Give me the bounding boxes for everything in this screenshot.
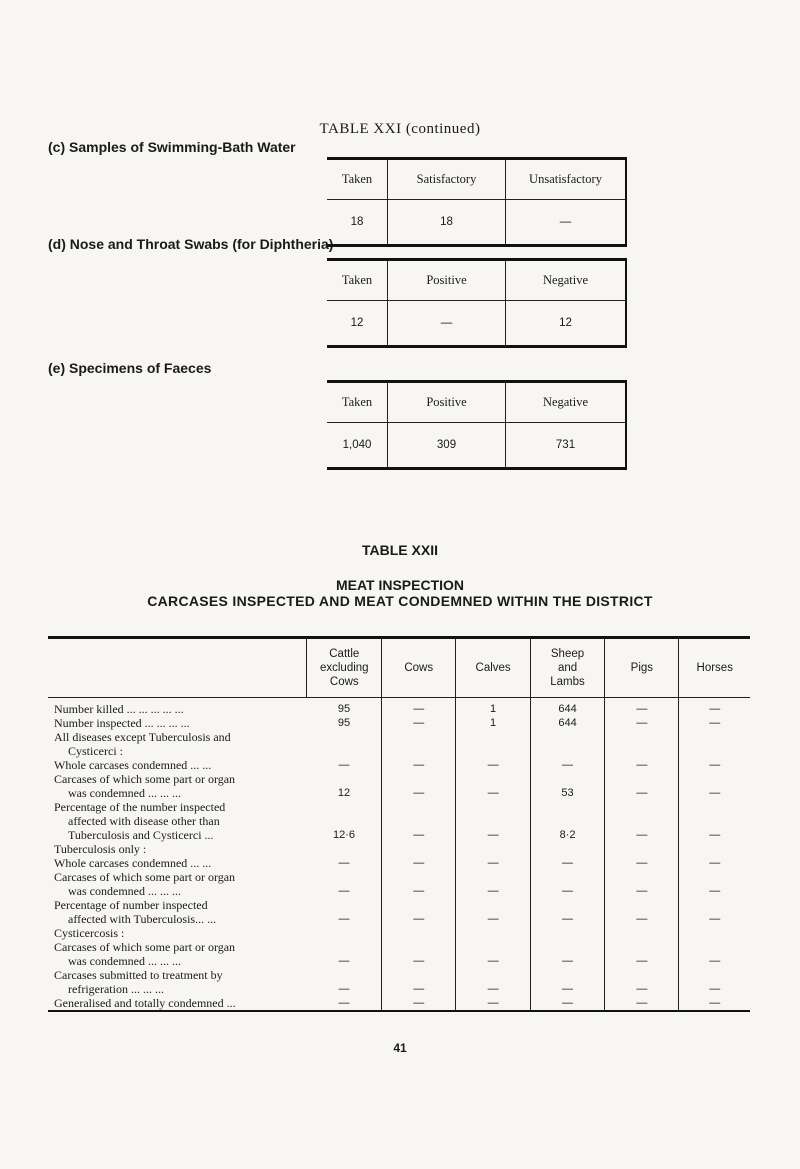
row-label <box>48 898 307 926</box>
cell-value: — <box>530 996 604 1011</box>
cell-value: — <box>456 772 530 800</box>
col-header: Positive <box>388 382 506 423</box>
table-row <box>48 698 750 717</box>
col-header: Taken <box>327 260 388 301</box>
cell-value: — <box>307 856 382 870</box>
cell-value <box>382 842 456 856</box>
carcases-heading: CARCASES INSPECTED AND MEAT CONDEMNED WITHIN THE DISTRICT <box>147 593 653 609</box>
row-label <box>48 716 307 730</box>
cell-value <box>307 730 382 758</box>
col-header: Satisfactory <box>388 159 506 200</box>
row-label <box>48 968 307 996</box>
row-label-line: Tuberculosis only : <box>54 842 147 856</box>
row-label-line: affected with disease other than <box>68 814 220 828</box>
cell-value: — <box>709 787 721 799</box>
cell-value: — <box>382 898 456 926</box>
column-header: Sheep and Lambs <box>530 638 604 698</box>
cell-value: — <box>382 716 456 730</box>
row-label-line: was condemned ... ... ... <box>68 884 181 898</box>
col-header: Taken <box>327 159 388 200</box>
cell-value: — <box>605 758 679 772</box>
cell-value: 95 <box>307 716 382 730</box>
row-label <box>48 730 307 758</box>
row-label-line: Carcases submitted to treatment by <box>54 968 223 982</box>
faeces-specimens-table <box>327 380 627 470</box>
cell-value: — <box>530 940 604 968</box>
row-label-line: Whole carcases condemned ... ... <box>54 856 212 870</box>
section-c-label: (c) Samples of Swimming-Bath Water <box>48 139 296 155</box>
cell-value: — <box>709 759 721 771</box>
cell-value: 12·6 <box>307 800 382 842</box>
cell-value: — <box>307 758 382 772</box>
cell-value <box>530 926 604 940</box>
table-row <box>48 968 750 996</box>
cell-value: — <box>559 216 572 228</box>
column-header: Cows <box>382 638 456 698</box>
table-row <box>48 758 750 772</box>
col-header: Unsatisfactory <box>506 159 627 200</box>
cell-value: — <box>456 758 530 772</box>
cell-value: — <box>456 996 530 1011</box>
section-d-label: (d) Nose and Throat Swabs (for Diphtheria) <box>48 236 334 252</box>
cell-value <box>605 926 679 940</box>
cell-value: 12 <box>307 772 382 800</box>
table-row <box>48 730 750 758</box>
cell-value <box>605 730 679 758</box>
row-label <box>48 996 307 1011</box>
meat-inspection-heading: MEAT INSPECTION <box>335 577 465 593</box>
row-label-line: Carcases of which some part or organ <box>54 870 236 884</box>
col-header: Positive <box>388 260 506 301</box>
cell-value: — <box>456 898 530 926</box>
cell-value: — <box>382 698 456 717</box>
column-header: Cattle excluding Cows <box>307 638 382 698</box>
page-number: 41 <box>393 1041 407 1055</box>
cell-value: — <box>388 301 506 347</box>
row-label-line: Carcases of which some part or organ <box>54 772 236 786</box>
cell-value: 644 <box>530 698 604 717</box>
cell-value: — <box>456 870 530 898</box>
cell-value: — <box>307 898 382 926</box>
cell-value: — <box>605 870 679 898</box>
table-row <box>48 772 750 800</box>
cell-value: — <box>605 898 679 926</box>
cell-value <box>679 730 750 758</box>
row-label <box>48 856 307 870</box>
cell-value: — <box>530 758 604 772</box>
row-label-line: Percentage of the number inspected <box>54 800 226 814</box>
row-label-line: was condemned ... ... ... <box>68 786 181 800</box>
cell-value: — <box>456 940 530 968</box>
cell-value: — <box>382 996 456 1011</box>
row-label-header <box>48 638 307 698</box>
row-label-line: was condemned ... ... ... <box>68 954 181 968</box>
cell-value <box>382 730 456 758</box>
cell-value: — <box>307 996 382 1011</box>
cell-value: 309 <box>388 423 506 469</box>
cell-value: — <box>307 968 382 996</box>
cell-value: — <box>709 913 721 925</box>
table-row <box>48 800 750 842</box>
table-row <box>48 898 750 926</box>
cell-value: 18 <box>327 200 388 246</box>
cell-value: 1 <box>456 716 530 730</box>
table-row <box>48 926 750 940</box>
row-label <box>48 926 307 940</box>
row-label-line: Tuberculosis and Cysticerci ... <box>68 828 214 842</box>
table-row <box>48 940 750 968</box>
row-label <box>48 758 307 772</box>
cell-value: — <box>605 996 679 1011</box>
swimming-bath-table <box>327 157 627 247</box>
cell-value: — <box>382 870 456 898</box>
cell-value: — <box>709 829 721 841</box>
cell-value <box>605 842 679 856</box>
cell-value: — <box>382 856 456 870</box>
table-row <box>48 716 750 730</box>
meat-inspection-table <box>48 636 750 1012</box>
cell-value: — <box>709 997 721 1009</box>
cell-value: — <box>709 703 721 715</box>
cell-value: — <box>605 800 679 842</box>
cell-value: 53 <box>530 772 604 800</box>
cell-value <box>456 730 530 758</box>
row-label <box>48 842 307 856</box>
cell-value: — <box>382 968 456 996</box>
row-label <box>48 870 307 898</box>
cell-value <box>679 926 750 940</box>
cell-value: 8·2 <box>530 800 604 842</box>
row-label-line: Percentage of number inspected <box>54 898 208 912</box>
cell-value: — <box>456 856 530 870</box>
row-label <box>48 940 307 968</box>
cell-value <box>456 842 530 856</box>
row-label <box>48 800 307 842</box>
cell-value: 731 <box>555 439 576 451</box>
cell-value: — <box>307 870 382 898</box>
cell-value <box>307 926 382 940</box>
cell-value: — <box>709 983 721 995</box>
cell-value: — <box>709 717 721 729</box>
col-header: Taken <box>327 382 388 423</box>
cell-value <box>530 842 604 856</box>
cell-value: — <box>382 940 456 968</box>
cell-value: 18 <box>388 200 506 246</box>
cell-value: — <box>530 968 604 996</box>
cell-value: — <box>382 800 456 842</box>
cell-value: — <box>530 856 604 870</box>
cell-value <box>307 842 382 856</box>
row-label-line: Cysticercosis : <box>54 926 125 940</box>
column-header: Calves <box>456 638 530 698</box>
table22-title: TABLE XXII <box>362 542 438 558</box>
row-label-line: affected with Tuberculosis... ... <box>68 912 217 926</box>
row-label-line: All diseases except Tuberculosis and <box>54 730 231 744</box>
cell-value: 1,040 <box>327 423 388 469</box>
cell-value: — <box>530 898 604 926</box>
table21-title: TABLE XXI (continued) <box>319 121 481 137</box>
cell-value: 95 <box>307 698 382 717</box>
section-e-label: (e) Specimens of Faeces <box>48 360 212 376</box>
cell-value: — <box>456 968 530 996</box>
row-label <box>48 772 307 800</box>
table-row <box>48 856 750 870</box>
cell-value: — <box>709 857 721 869</box>
row-label-line: Carcases of which some part or organ <box>54 940 236 954</box>
cell-value <box>456 926 530 940</box>
nose-throat-swabs-table <box>327 258 627 348</box>
cell-value: — <box>605 968 679 996</box>
cell-value: — <box>605 856 679 870</box>
row-label-line: refrigeration ... ... ... <box>68 982 164 996</box>
row-label <box>48 698 307 717</box>
cell-value: — <box>605 940 679 968</box>
cell-value: — <box>382 758 456 772</box>
col-header: Negative <box>506 382 627 423</box>
cell-value <box>530 730 604 758</box>
column-header: Horses <box>679 638 750 698</box>
cell-value: 12 <box>559 317 572 329</box>
cell-value <box>382 926 456 940</box>
cell-value: 12 <box>327 301 388 347</box>
cell-value: — <box>605 698 679 717</box>
row-label-line: Generalised and totally condemned ... <box>54 996 236 1010</box>
row-label-line: Number killed ... ... ... ... ... <box>54 702 184 716</box>
table-row <box>48 870 750 898</box>
table-row <box>48 996 750 1011</box>
cell-value: — <box>605 716 679 730</box>
row-label-line: Number inspected ... ... ... ... <box>54 716 190 730</box>
row-label-line: Cysticerci : <box>68 744 123 758</box>
cell-value: — <box>605 772 679 800</box>
cell-value: — <box>530 870 604 898</box>
cell-value: — <box>307 940 382 968</box>
column-header: Pigs <box>605 638 679 698</box>
cell-value: — <box>456 800 530 842</box>
table-row <box>48 842 750 856</box>
cell-value: — <box>709 955 721 967</box>
cell-value: — <box>382 772 456 800</box>
cell-value: 1 <box>456 698 530 717</box>
row-label-line: Whole carcases condemned ... ... <box>54 758 212 772</box>
col-header: Negative <box>506 260 627 301</box>
cell-value: — <box>709 885 721 897</box>
cell-value <box>679 842 750 856</box>
cell-value: 644 <box>530 716 604 730</box>
